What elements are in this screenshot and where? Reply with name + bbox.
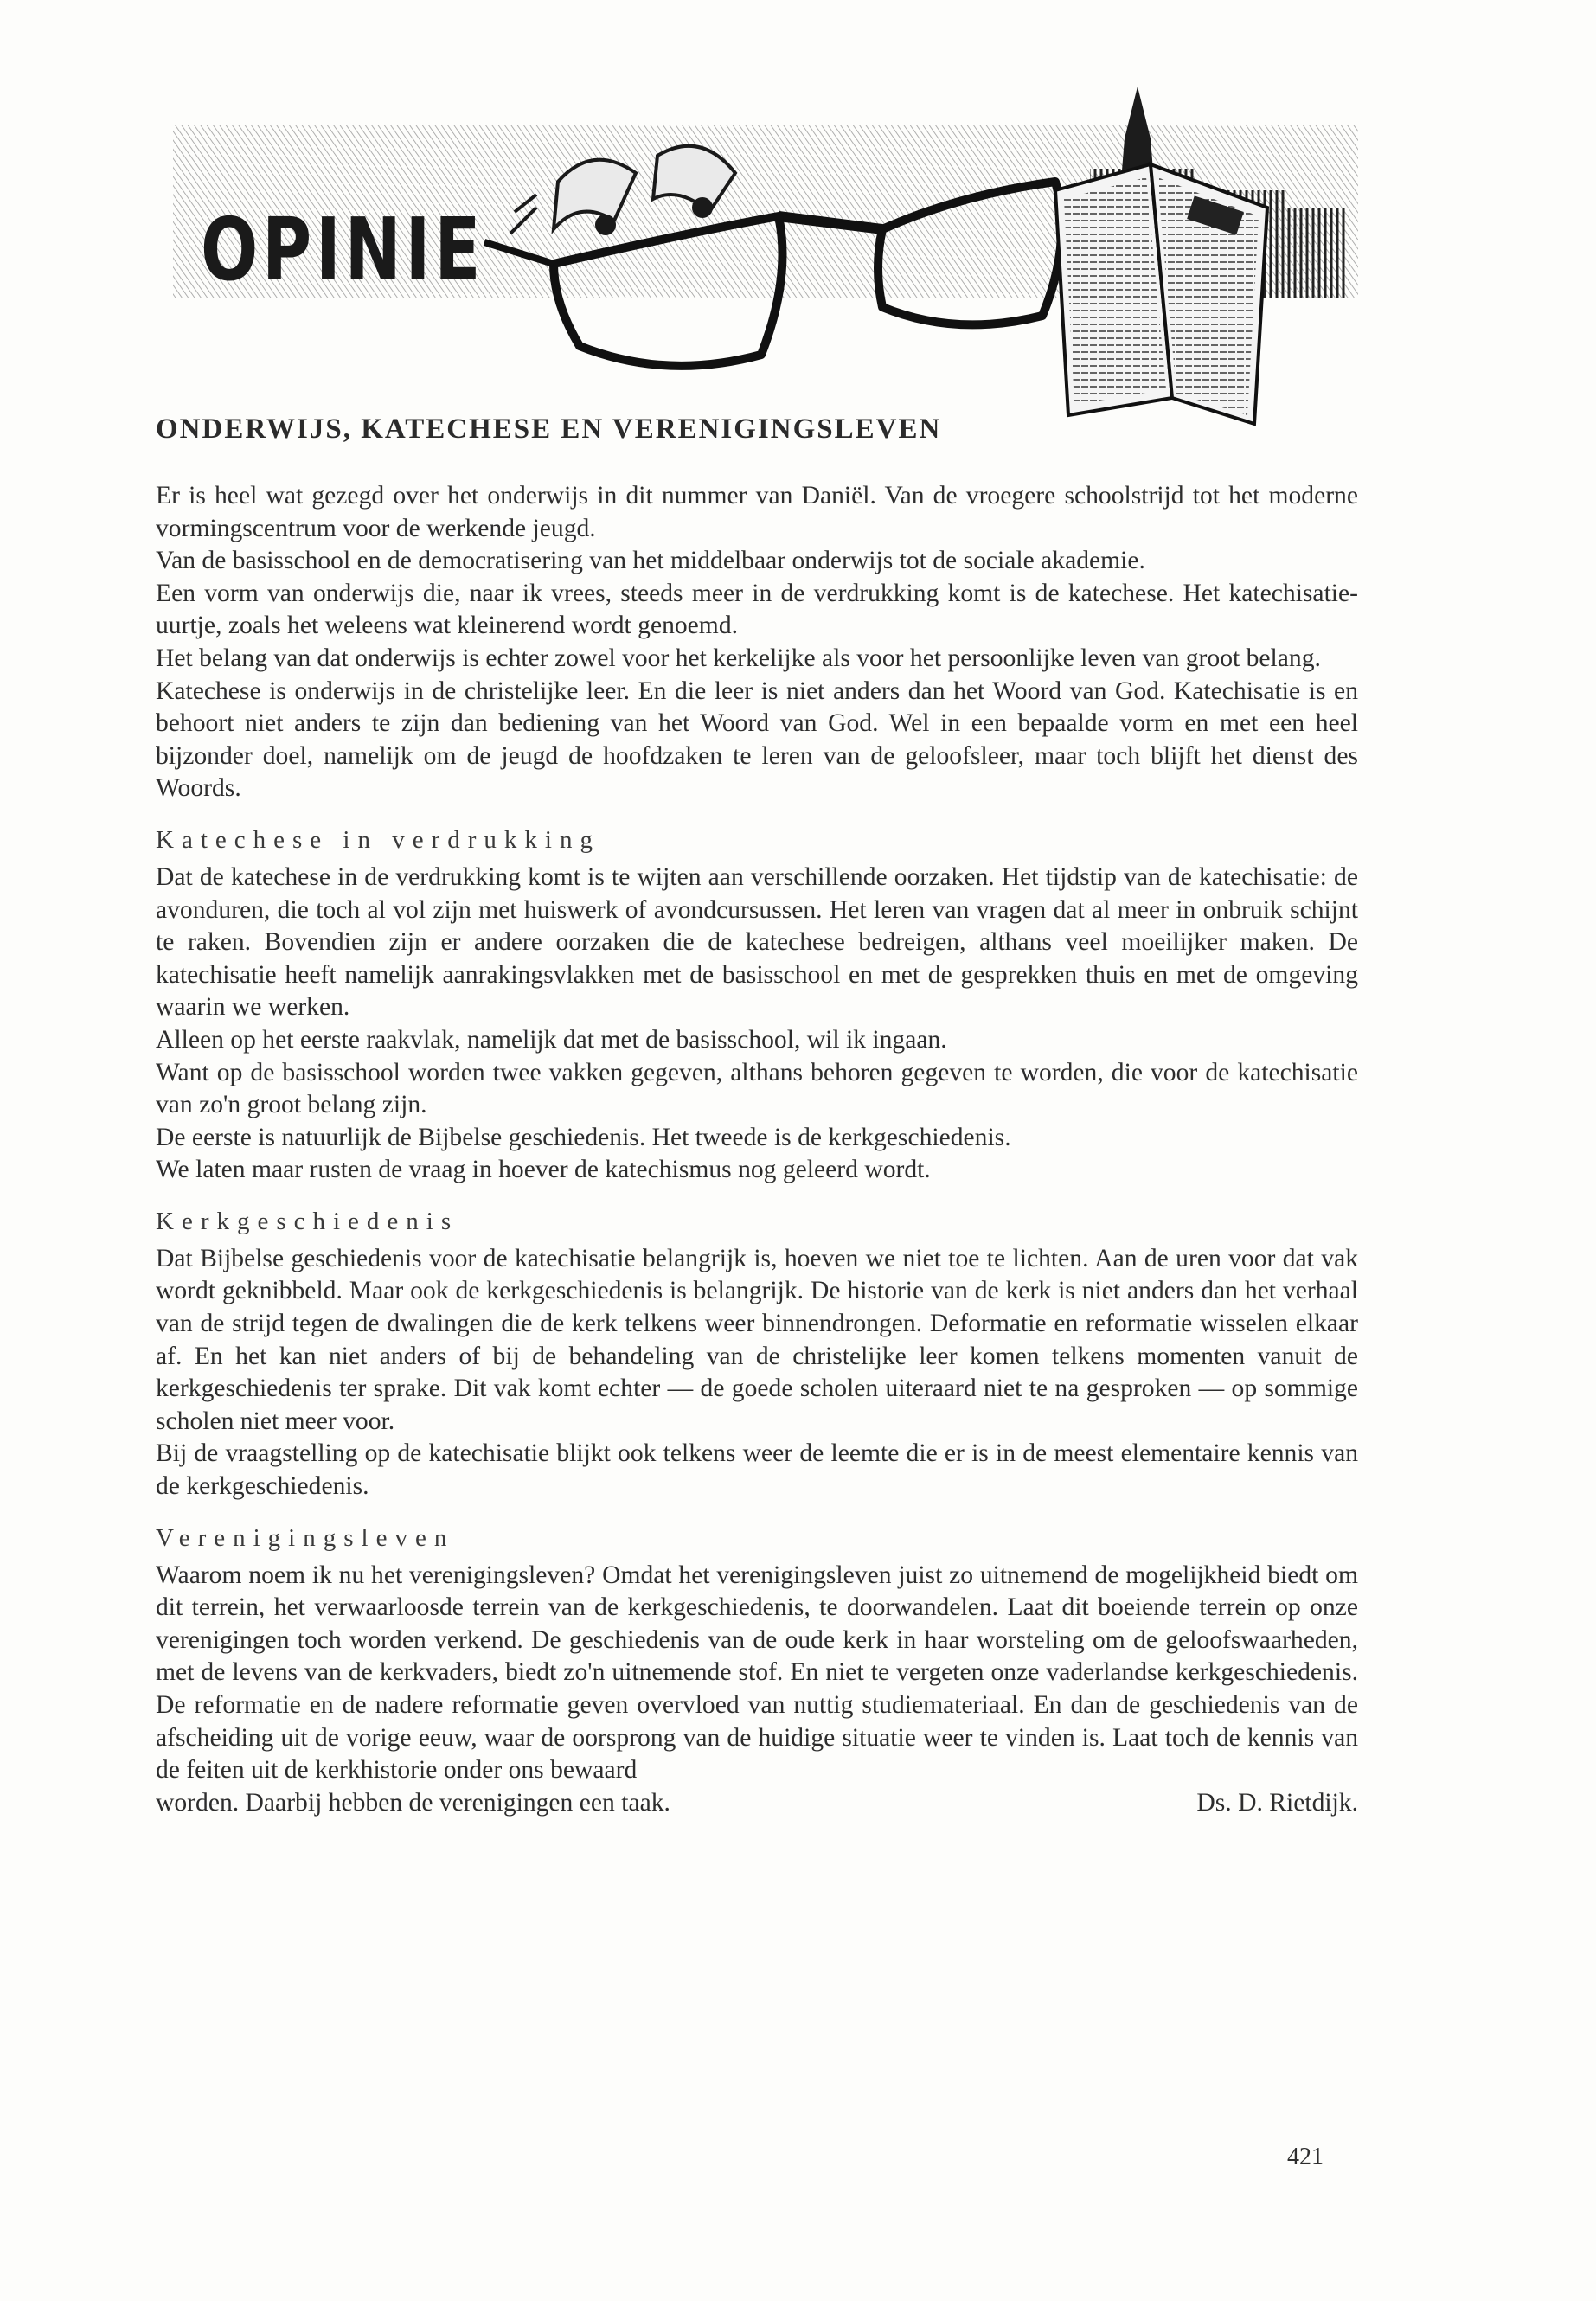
- paragraph: De eerste is natuurlijk de Bijbelse geschiedenis. Het tweede is de kerkgeschiedenis.: [156, 1123, 1011, 1151]
- section-heading: Verenigingsleven: [156, 1523, 455, 1552]
- paragraph: Bij de vraagstelling op de katechisatie blijkt ook telkens weer de leemte die er is in de meest elementaire kennis van de kerkgeschiedenis.: [156, 1439, 1358, 1501]
- paragraph: We laten maar rusten de vraag in hoever de katechismus nog geleerd wordt.: [156, 1156, 931, 1184]
- paragraph: Een vorm van onderwijs die, naar ik vrees, steeds meer in de verdrukking komt is de katechese. Het katechisatie-uurtje, zoals het weleens wat kleinerend wordt genoemd.: [156, 579, 1358, 640]
- paragraph: Dat Bijbelse geschiedenis voor de katechisatie belangrijk is, hoeven we niet toe te lichten. Aan de uren voor dat vak wordt geknibbeld. Maar ook de kerkgeschiedenis is belangrijk. De historie van de kerk is niet anders dan het verhaal van de strijd tegen de dwalingen die de kerk telkens weer binnendrongen. Deformatie en reformatie wisselen elkaar af. En het kan niet anders of bij de behandeling van de christelijke leer komen telkens momenten vanuit de kerkgeschiedenis ter sprake. Dit vak komt echter — de goede scholen uiteraard niet te na gesproken — op sommige scholen niet meer voor.: [156, 1244, 1358, 1435]
- closing-text: worden. Daarbij hebben de verenigingen een taak.: [156, 1788, 670, 1817]
- newspaper-icon: [1055, 164, 1267, 424]
- paragraph: Het belang van dat onderwijs is echter zowel voor het kerkelijke als voor het persoonlijke leven van groot belang.: [156, 644, 1321, 672]
- banner-title: OPINIE: [201, 199, 485, 300]
- closing-line: [156, 1787, 1358, 1820]
- paragraph: Waarom noem ik nu het verenigingsleven? Omdat het verenigingsleven juist zo uitnemend de mogelijkheid biedt om dit terrein, het verwaarloosde terrein van de kerkgeschiedenis, te doorwandelen. Laat dit boeiende terrein op onze verenigingen toch worden verkend. De geschiedenis van de oude kerk in haar worsteling om de geloofswaarheden, met de levens van de kerkvaders, biedt zo'n uitnemende stof. En niet te vergeten onze vaderlandse kerkgeschiedenis. De reformatie en de nadere reformatie geven overvloed van nuttig studiemateriaal. En dan de geschiedenis van de afscheiding uit de vorige eeuw, waar de oorsprong van de huidige situatie weer te vinden is. Laat toch de kennis van de feiten uit de kerkhistorie onder ons bewaard: [156, 1561, 1358, 1785]
- paragraph: Dat de katechese in de verdrukking komt is te wijten aan verschillende oorzaken. Het tijdstip van de katechisatie: de avonduren, die toch al vol zijn met huiswerk of avondcursussen. Het leren van vragen dat al meer in onbruik schijnt te raken. Bovendien zijn er andere oorzaken die de katechese bedreigen, althans veel moeilijker maken. De katechisatie heeft namelijk aanrakingsvlakken met de basisschool en met de gesprekken thuis en met de omgeving waarin we werken.: [156, 862, 1358, 1022]
- article-title: ONDERWIJS, KATECHESE EN VERENIGINGSLEVEN: [156, 413, 942, 445]
- page-number: 421: [1287, 2144, 1324, 2170]
- author-signature: Ds. D. Rietdijk.: [1196, 1788, 1358, 1817]
- paragraph: Alleen op het eerste raakvlak, namelijk dat met de basisschool, wil ik ingaan.: [156, 1025, 947, 1054]
- section-heading: Kerkgeschiedenis: [156, 1207, 459, 1235]
- paragraph: Er is heel wat gezegd over het onderwijs in dit nummer van Daniël. Van de vroegere schoolstrijd tot het moderne vormingscentrum voor de werkende jeugd.: [156, 482, 1358, 542]
- paragraph: Katechese is onderwijs in de christelijke leer. En die leer is niet anders dan het Woord van God. Katechisatie is en behoort niet anders te zijn dan bediening van het Woord van God. Wel in een bepaalde vorm en met een heel bijzonder doel, namelijk om de jeugd de hoofdzaken te leren van de geloofsleer, maar toch blijft het dienst des Woords.: [156, 676, 1358, 803]
- article-body: [156, 480, 1358, 1819]
- paragraph: Van de basisschool en de democratisering van het middelbaar onderwijs tot de sociale akademie.: [156, 547, 1145, 575]
- header-banner: [173, 87, 1367, 433]
- section-heading: Katechese in verdrukking: [156, 825, 600, 854]
- paragraph: Want op de basisschool worden twee vakken gegeven, althans behoren gegeven te worden, die voor de katechisatie van zo'n groot belang zijn.: [156, 1058, 1358, 1119]
